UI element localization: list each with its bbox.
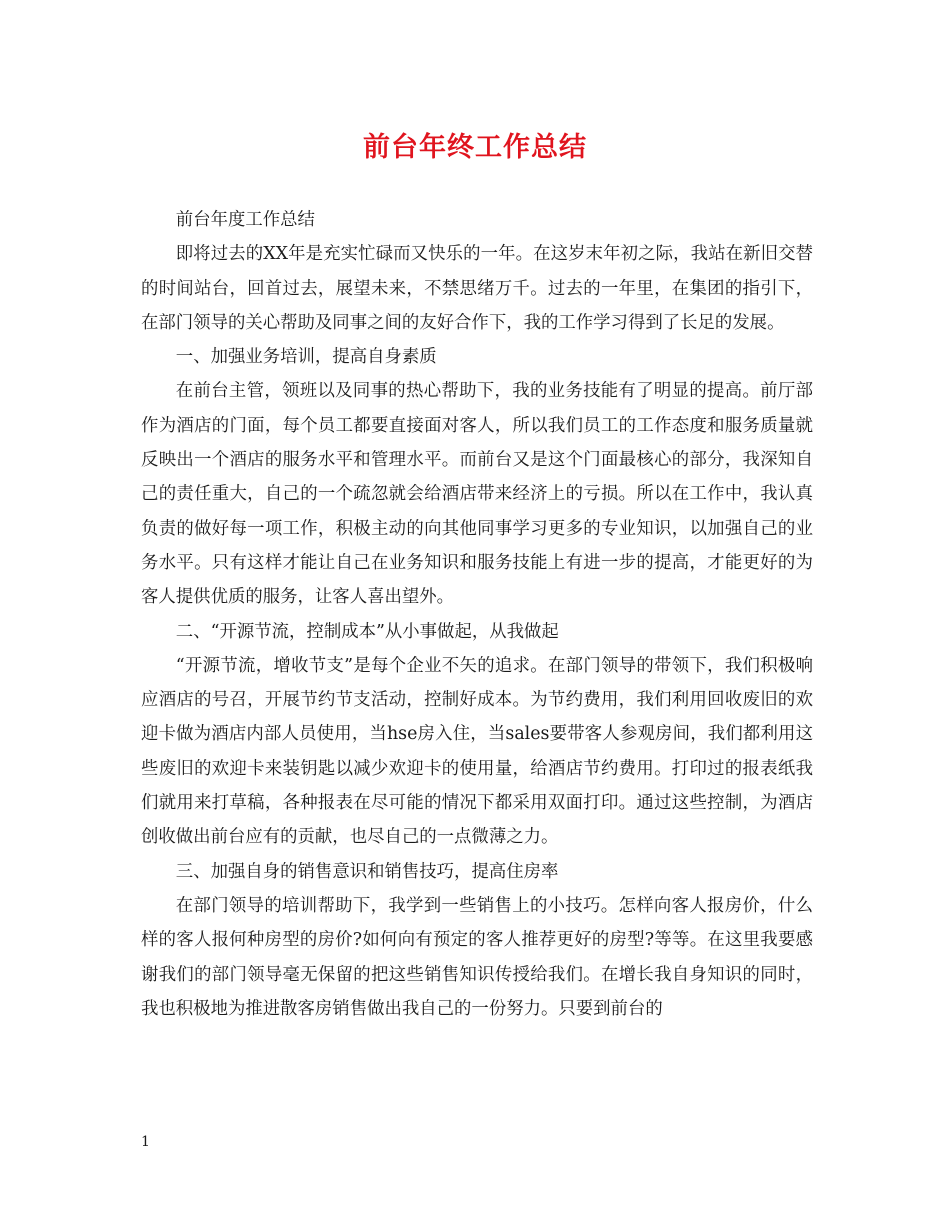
paragraph-subtitle: 前台年度工作总结 — [175, 210, 315, 230]
section-heading-3: 三、加强自身的销售意识和销售技巧，提高住房率 — [175, 861, 559, 882]
page-number: 1 — [141, 1134, 150, 1150]
document-title: 前台年终工作总结 — [363, 132, 587, 163]
document-body — [141, 203, 813, 1026]
paragraph-section-2: “开源节流，增收节支”是每个企业不矢的追求。在部门领导的带领下，我们积极响应酒店的号召，开展节约节支活动，控制好成本。为节约费用，我们利用回收废旧的欢迎卡做为酒店内部人员使用，当hse房入住，当sales要带客人参观房间，我们都利用这些废旧的欢迎卡来装钥匙以减少欢迎卡的使用量，给酒店节约费用。打印过的报表纸我们就用来打草稿，各种报表在尽可能的情况下都采用双面打印。通过这些控制，为酒店创收做出前台应有的贡献，也尽自己的一点微薄之力。 — [141, 655, 813, 848]
section-heading-2: 二、“开源节流，控制成本”从小事做起，从我做起 — [175, 621, 559, 642]
paragraph-section-1: 在前台主管，领班以及同事的热心帮助下，我的业务技能有了明显的提高。前厅部作为酒店的门面，每个员工都要直接面对客人，所以我们员工的工作态度和服务质量就反映出一个酒店的服务水平和管理水平。而前台又是这个门面最核心的部分，我深知自己的责任重大，自己的一个疏忽就会给酒店带来经济上的亏损。所以在工作中，我认真负责的做好每一项工作，积极主动的向其他同事学习更多的专业知识，以加强自己的业务水平。只有这样才能让自己在业务知识和服务技能上有进一步的提高，才能更好的为客人提供优质的服务，让客人喜出望外。 — [141, 381, 813, 608]
paragraph-intro: 即将过去的XX年是充实忙碌而又快乐的一年。在这岁末年初之际，我站在新旧交替的时间站台，回首过去，展望未来，不禁思绪万千。过去的一年里，在集团的指引下，在部门领导的关心帮助及同事之间的友好合作下，我的工作学习得到了长足的发展。 — [141, 244, 813, 333]
section-heading-1: 一、加强业务培训，提高自身素质 — [175, 347, 437, 368]
paragraph-section-3: 在部门领导的培训帮助下，我学到一些销售上的小技巧。怎样向客人报房价，什么样的客人报何种房型的房价?如何向有预定的客人推荐更好的房型?等等。在这里我要感谢我们的部门领导毫无保留的把这些销售知识传授给我们。在增长我自身知识的同时，我也积极地为推进散客房销售做出我自己的一份努力。只要到前台的 — [141, 895, 813, 1019]
